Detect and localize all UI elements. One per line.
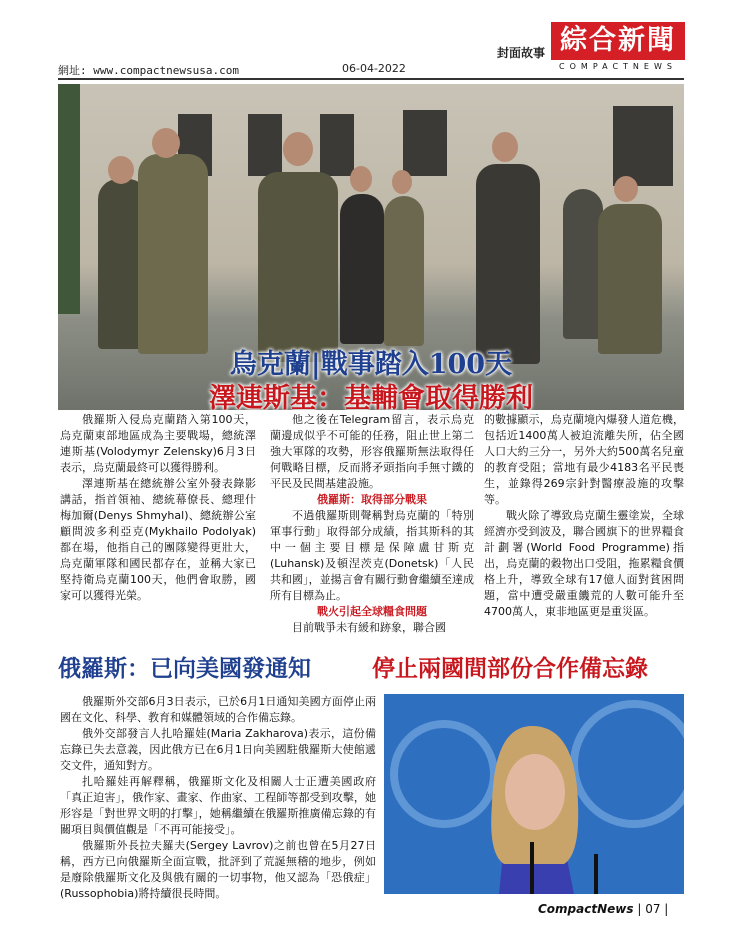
paragraph: 他之後在Telegram留言，表示烏克蘭邊成似乎不可能的任務，阻止世上第二強大軍隊的攻勢，形容俄羅斯無法取得任何戰略目標，反而將矛頭指向手無寸鐵的平民及民間基建設施。	[270, 413, 474, 490]
article2-headline-right: 停止兩國間部份合作備忘錄	[372, 655, 648, 682]
hero-headline: 烏克蘭|戰事踏入100天	[229, 349, 513, 380]
paragraph: 澤連斯基在總統辦公室外發表錄影講話，指首領袖、總統幕僚長、總理什梅加爾(Denys Shmyhal)、總統辦公室顧問波多利亞克(Mykhailo Podolyak)都在場，他指自己的團隊變得更壯大，烏克蘭軍隊和國民都存在，並稱大家已堅持衛烏克蘭100天，他們會取勝，國家可以獲得光榮。	[60, 477, 256, 602]
header-divider	[58, 78, 684, 80]
paragraph: 俄外交部發言人扎哈羅娃(Maria Zakharova)表示，這份備忘錄已失去意義，因此俄方已在6月1日向美國駐俄羅斯大使館遞交文件，通知對方。	[60, 727, 376, 772]
article1-column3	[484, 412, 684, 620]
paragraph: 的數據顯示，烏克蘭境內爆發人道危機，包括近1400萬人被迫流離失所，佔全國人口大約三分一，另外大約500萬名兒童的教育受阻；當地有最少4183名平民喪生，並錄得269宗針對醫療設施的攻擊等。	[484, 413, 684, 506]
paragraph: 俄羅斯外交部6月3日表示，已於6月1日通知美國方面停止兩國在文化、科學、教育和媒體領域的合作備忘錄。	[60, 695, 376, 724]
paragraph: 不過俄羅斯則聲稱對烏克蘭的「特別軍事行動」取得部分成績，指其斯科的其中一個主要目標是保障盧甘斯克(Luhansk)及頓涅茨克(Donetsk)「人民共和國」，並揚言會有關行動會繼續至達成所有目標為止。	[270, 509, 474, 602]
article2-headline-left: 俄羅斯：已向美國發通知	[58, 655, 311, 682]
paragraph: 俄羅斯入侵烏克蘭踏入第100天，烏克蘭東部地區成為主要戰場，總統澤連斯基(Volodymyr Zelensky)6月3日表示，烏克蘭最終可以獲得勝利。	[60, 413, 256, 474]
masthead-logo: 綜合新聞	[551, 22, 685, 60]
issue-date: 06-04-2022	[342, 62, 406, 75]
section-subheading: 俄羅斯：取得部分戰果	[317, 493, 427, 506]
article2-body	[60, 694, 376, 902]
paragraph: 目前戰爭未有緩和跡象，聯合國	[292, 621, 446, 634]
hero-subheadline: 澤連斯基：基輔會取得勝利	[209, 383, 533, 410]
spokesperson-photo	[384, 694, 684, 894]
portrait-illustration	[384, 694, 684, 894]
page-footer	[538, 902, 668, 916]
page-number: | 07 |	[637, 902, 669, 916]
footer-brand: CompactNews	[538, 902, 634, 916]
paragraph: 戰火除了導致烏克蘭生靈塗炭，全球經濟亦受到波及，聯合國旗下的世界糧食計劃署(World Food Programme)指出，烏克蘭的穀物出口受阻，拖累糧食價格上升，導致全球有17億人面對貧困問題，當中遭受嚴重饑荒的人數可能升至4700萬人，東非地區更是重災區。	[484, 509, 684, 618]
paragraph: 扎哈羅娃再解釋稱，俄羅斯文化及相關人士正遭美國政府「真正迫害」，俄作家、畫家、作曲家、工程師等都受到攻擊，她形容是「對世界文明的打擊」，她稱繼續在俄羅斯推廣備忘錄的有關項目與價值觀是「不再可能接受」。	[60, 775, 376, 836]
article1-column2	[270, 412, 474, 636]
masthead-subtitle: COMPACTNEWS	[559, 62, 677, 71]
article1-column1	[60, 412, 256, 604]
website-url: 網址: www.compactnewsusa.com	[58, 64, 239, 77]
section-subheading: 戰火引起全球糧食問題	[317, 605, 427, 618]
section-label: 封面故事	[497, 46, 546, 60]
paragraph: 俄羅斯外長拉夫羅夫(Sergey Lavrov)之前也曾在5月27日稱，西方已向俄羅斯全面宣戰，批評到了荒誕無稽的地步，例如是廢除俄羅斯文化及與俄有關的一切事物，他又認為「恐俄症」(Russophobia)將持續很長時間。	[60, 839, 376, 900]
hero-photo	[58, 84, 684, 410]
